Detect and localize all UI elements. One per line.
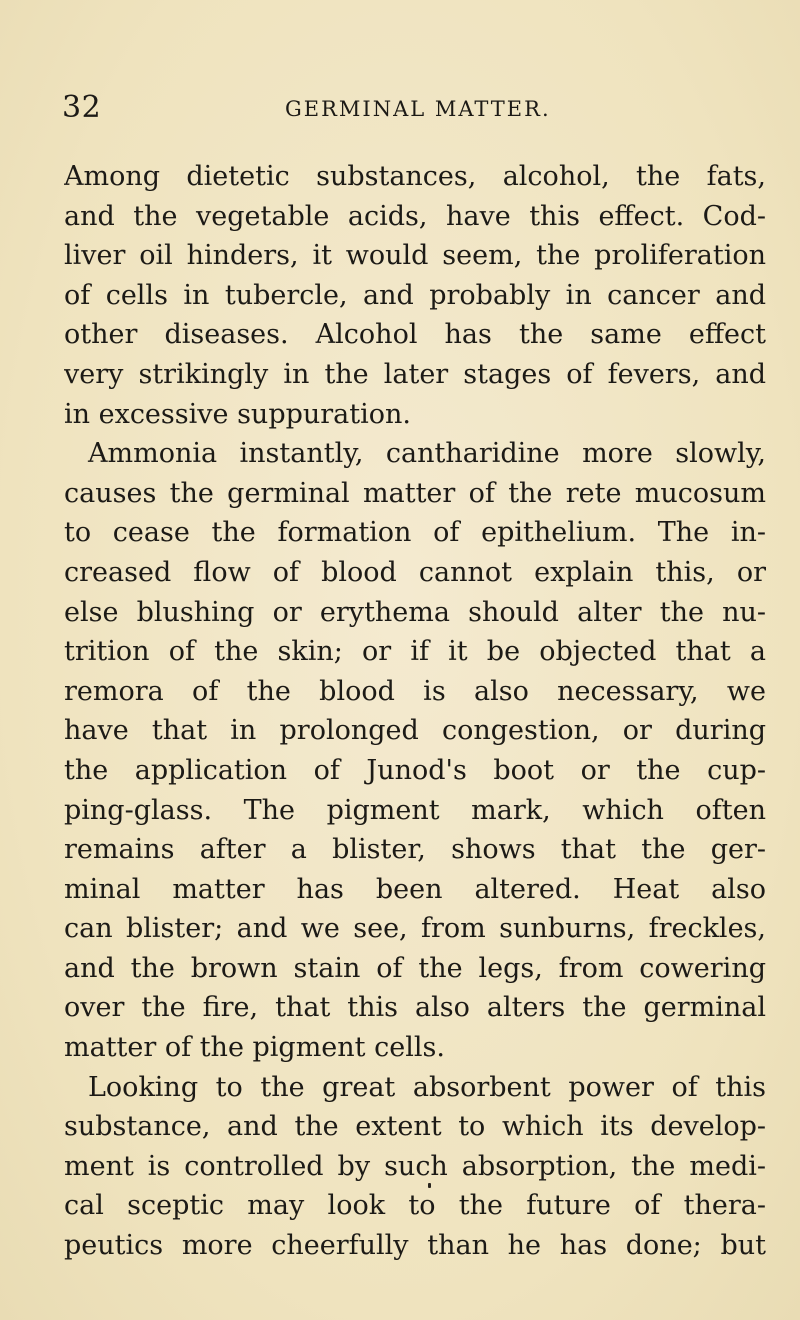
text-line: remains after a blister, shows that the ger- bbox=[64, 834, 766, 866]
text-line: ment is controlled by such absorption, the medi- bbox=[64, 1150, 766, 1182]
text-line: peutics more cheerfully than he has done; but bbox=[64, 1230, 766, 1262]
text-line: matter of the pigment cells. bbox=[64, 1032, 445, 1064]
text-line: Looking to the great absorbent power of this bbox=[88, 1071, 766, 1103]
text-line: and the brown stain of the legs, from cowering bbox=[64, 952, 766, 984]
page-number: 32 bbox=[62, 90, 102, 125]
text-line: remora of the blood is also necessary, we bbox=[64, 675, 766, 707]
text-line: Ammonia instantly, cantharidine more slowly, bbox=[88, 438, 766, 470]
text-line: and the vegetable acids, have this effect. Cod- bbox=[64, 200, 766, 232]
text-line: cal sceptic may look to the future of thera- bbox=[64, 1190, 766, 1222]
page-header bbox=[62, 88, 762, 132]
text-line: substance, and the extent to which its develop- bbox=[64, 1111, 766, 1143]
text-line: creased flow of blood cannot explain this, or bbox=[64, 556, 766, 588]
text-line: to cease the formation of epithelium. The in- bbox=[64, 517, 766, 549]
text-line: liver oil hinders, it would seem, the proliferation bbox=[64, 240, 766, 272]
text-line: Among dietetic substances, alcohol, the fats, bbox=[64, 161, 766, 192]
text-line: have that in prolonged congestion, or during bbox=[64, 715, 766, 747]
text-line: over the fire, that this also alters the germinal bbox=[64, 992, 766, 1024]
text-line: in excessive suppuration. bbox=[64, 398, 411, 430]
text-line: can blister; and we see, from sunburns, freckles, bbox=[64, 913, 766, 945]
running-title: GERMINAL MATTER. bbox=[285, 97, 551, 121]
text-line: minal matter has been altered. Heat also bbox=[64, 873, 766, 905]
text-line: of cells in tubercle, and probably in cancer and bbox=[64, 279, 766, 311]
text-line: trition of the skin; or if it be objected that a bbox=[64, 636, 766, 668]
body-text bbox=[64, 157, 766, 1266]
text-line: else blushing or erythema should alter the nu- bbox=[64, 596, 766, 628]
text-line: causes the germinal matter of the rete mucosum bbox=[64, 477, 766, 509]
ink-speck bbox=[428, 1183, 431, 1188]
text-line: very strikingly in the later stages of fevers, and bbox=[64, 358, 766, 390]
text-line: the application of Junod's boot or the cup- bbox=[64, 754, 766, 786]
text-line: ping-glass. The pigment mark, which often bbox=[64, 794, 766, 826]
text-line: other diseases. Alcohol has the same effect bbox=[64, 319, 766, 351]
